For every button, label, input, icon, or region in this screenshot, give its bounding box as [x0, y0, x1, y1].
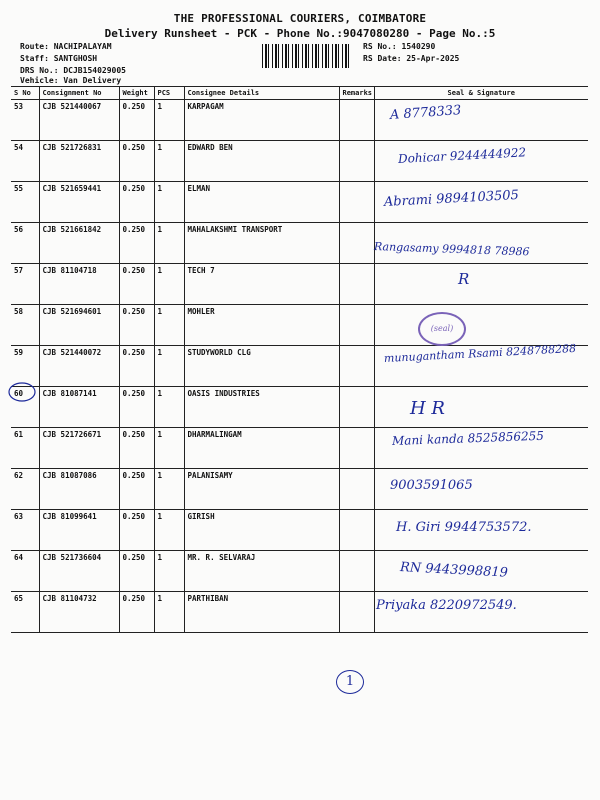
cell-weight: 0.250: [119, 510, 154, 551]
cell-sno: 58: [11, 305, 39, 346]
cell-pcs: 1: [154, 100, 184, 141]
cell-consignment: CJB 81087141: [39, 387, 119, 428]
rs-no-value: 1540290: [401, 42, 436, 51]
cell-pcs: 1: [154, 141, 184, 182]
signature-handwriting: Priyaka 8220972549.: [376, 598, 517, 613]
staff-value: SANTGHOSH: [53, 54, 98, 63]
cell-remarks: [339, 387, 374, 428]
cell-consignee: MOHLER: [184, 305, 339, 346]
cell-remarks: [339, 305, 374, 346]
table-row: [11, 100, 588, 141]
vehicle-label: Vehicle:: [20, 76, 59, 85]
cell-sno: 65: [11, 592, 39, 633]
signature-handwriting: A 8778333: [389, 103, 462, 123]
cell-consignee: PALANISAMY: [184, 469, 339, 510]
runsheet-subtitle: Delivery Runsheet - PCK - Phone No.:9047080280 - Page No.:5: [104, 27, 496, 40]
cell-sno: 63: [11, 510, 39, 551]
cell-remarks: [339, 264, 374, 305]
table-bottom-rule: [11, 632, 588, 633]
cell-pcs: 1: [154, 223, 184, 264]
cell-pcs: 1: [154, 551, 184, 592]
cell-consignee: KARPAGAM: [184, 100, 339, 141]
circled-page-mark: 1: [336, 670, 364, 694]
cell-weight: 0.250: [119, 346, 154, 387]
cell-consignee: TECH 7: [184, 264, 339, 305]
route-value: NACHIPALAYAM: [53, 42, 112, 51]
cell-consignee: EDWARD BEN: [184, 141, 339, 182]
signature-handwriting: H R: [410, 398, 445, 419]
signature-handwriting: Rangasamy 9994818 78986: [373, 240, 530, 259]
table-header-row: [11, 87, 588, 100]
signature-handwriting: Mani kanda 8525856255: [391, 428, 545, 448]
vehicle-value: Van Delivery: [63, 76, 122, 85]
row-60-circle-mark: [6, 380, 40, 404]
cell-remarks: [339, 141, 374, 182]
cell-pcs: 1: [154, 428, 184, 469]
route-line: [20, 42, 112, 51]
cell-weight: 0.250: [119, 428, 154, 469]
company-title: THE PROFESSIONAL COURIERS, COIMBATORE: [173, 12, 427, 25]
cell-remarks: [339, 428, 374, 469]
cell-sno: 57: [11, 264, 39, 305]
cell-consignment: CJB 521440072: [39, 346, 119, 387]
drs-label: DRS No.:: [20, 66, 59, 75]
cell-consignment: CJB 521726671: [39, 428, 119, 469]
cell-remarks: [339, 469, 374, 510]
cell-signature: [374, 387, 588, 428]
cell-consignment: CJB 81104718: [39, 264, 119, 305]
signature-handwriting: H. Giri 9944753572.: [396, 520, 532, 535]
route-label: Route:: [20, 42, 49, 51]
cell-sno: 55: [11, 182, 39, 223]
cell-consignment: CJB 521726831: [39, 141, 119, 182]
rs-no-line: [363, 42, 435, 51]
cell-pcs: 1: [154, 346, 184, 387]
cell-weight: 0.250: [119, 100, 154, 141]
col-header-weight: Weight: [119, 87, 154, 100]
cell-consignee: STUDYWORLD CLG: [184, 346, 339, 387]
signature-handwriting: Dohicar 9244444922: [397, 145, 527, 166]
cell-pcs: 1: [154, 305, 184, 346]
table-row: [11, 469, 588, 510]
cell-remarks: [339, 223, 374, 264]
cell-consignment: CJB 521694601: [39, 305, 119, 346]
vehicle-line: [20, 76, 121, 85]
col-header-sno: S No: [11, 87, 39, 100]
cell-pcs: 1: [154, 182, 184, 223]
cell-consignment: CJB 521440067: [39, 100, 119, 141]
cell-weight: 0.250: [119, 264, 154, 305]
table-row: [11, 264, 588, 305]
cell-weight: 0.250: [119, 387, 154, 428]
cell-sno: 59: [11, 346, 39, 387]
signature-handwriting: munugantham Rsami 8248788288: [383, 341, 577, 365]
cell-weight: 0.250: [119, 223, 154, 264]
cell-sno: 62: [11, 469, 39, 510]
cell-weight: 0.250: [119, 469, 154, 510]
col-header-remarks: Remarks: [339, 87, 374, 100]
cell-sno: 61: [11, 428, 39, 469]
cell-consignment: CJB 81104732: [39, 592, 119, 633]
cell-signature: [374, 264, 588, 305]
signature-handwriting: Abrami 9894103505: [383, 187, 520, 210]
cell-consignment: CJB 521661842: [39, 223, 119, 264]
cell-consignment: CJB 521736604: [39, 551, 119, 592]
cell-consignee: OASIS INDUSTRIES: [184, 387, 339, 428]
drs-value: DCJB154029005: [63, 66, 126, 75]
cell-sno: 64: [11, 551, 39, 592]
cell-remarks: [339, 100, 374, 141]
barcode: [262, 44, 352, 68]
staff-label: Staff:: [20, 54, 49, 63]
cell-remarks: [339, 592, 374, 633]
cell-consignee: MR. R. SELVARAJ: [184, 551, 339, 592]
cell-remarks: [339, 182, 374, 223]
signature-handwriting: R: [458, 270, 470, 288]
cell-sno: 53: [11, 100, 39, 141]
rs-date-label: RS Date:: [363, 54, 402, 63]
cell-weight: 0.250: [119, 592, 154, 633]
cell-remarks: [339, 510, 374, 551]
cell-sno: 54: [11, 141, 39, 182]
cell-consignee: PARTHIBAN: [184, 592, 339, 633]
col-header-pcs: PCS: [154, 87, 184, 100]
cell-signature: [374, 305, 588, 346]
rs-no-label: RS No.:: [363, 42, 397, 51]
table-row: [11, 387, 588, 428]
cell-weight: 0.250: [119, 182, 154, 223]
rs-date-line: [363, 54, 459, 63]
cell-consignee: MAHALAKSHMI TRANSPORT: [184, 223, 339, 264]
rs-date-value: 25-Apr-2025: [406, 54, 460, 63]
cell-consignee: GIRISH: [184, 510, 339, 551]
col-header-consignee: Consignee Details: [184, 87, 339, 100]
cell-weight: 0.250: [119, 551, 154, 592]
cell-pcs: 1: [154, 469, 184, 510]
cell-consignment: CJB 81087086: [39, 469, 119, 510]
cell-weight: 0.250: [119, 305, 154, 346]
signature-handwriting: 9003591065: [390, 478, 473, 493]
signature-handwriting: RN 9443998819: [399, 560, 509, 581]
runsheet-table: [11, 86, 588, 633]
table-row: [11, 305, 588, 346]
cell-consignment: CJB 521659441: [39, 182, 119, 223]
staff-line: [20, 54, 97, 63]
cell-pcs: 1: [154, 510, 184, 551]
drs-line: [20, 66, 126, 75]
cell-pcs: 1: [154, 592, 184, 633]
col-header-consignment: Consignment No: [39, 87, 119, 100]
cell-remarks: [339, 551, 374, 592]
cell-sno: 60: [11, 387, 39, 428]
cell-consignee: DHARMALINGAM: [184, 428, 339, 469]
cell-remarks: [339, 346, 374, 387]
delivery-stamp: (seal): [418, 312, 466, 346]
col-header-signature: Seal & Signature: [374, 87, 588, 100]
cell-consignment: CJB 81099641: [39, 510, 119, 551]
cell-weight: 0.250: [119, 141, 154, 182]
cell-consignee: ELMAN: [184, 182, 339, 223]
cell-sno: 56: [11, 223, 39, 264]
cell-pcs: 1: [154, 387, 184, 428]
cell-pcs: 1: [154, 264, 184, 305]
